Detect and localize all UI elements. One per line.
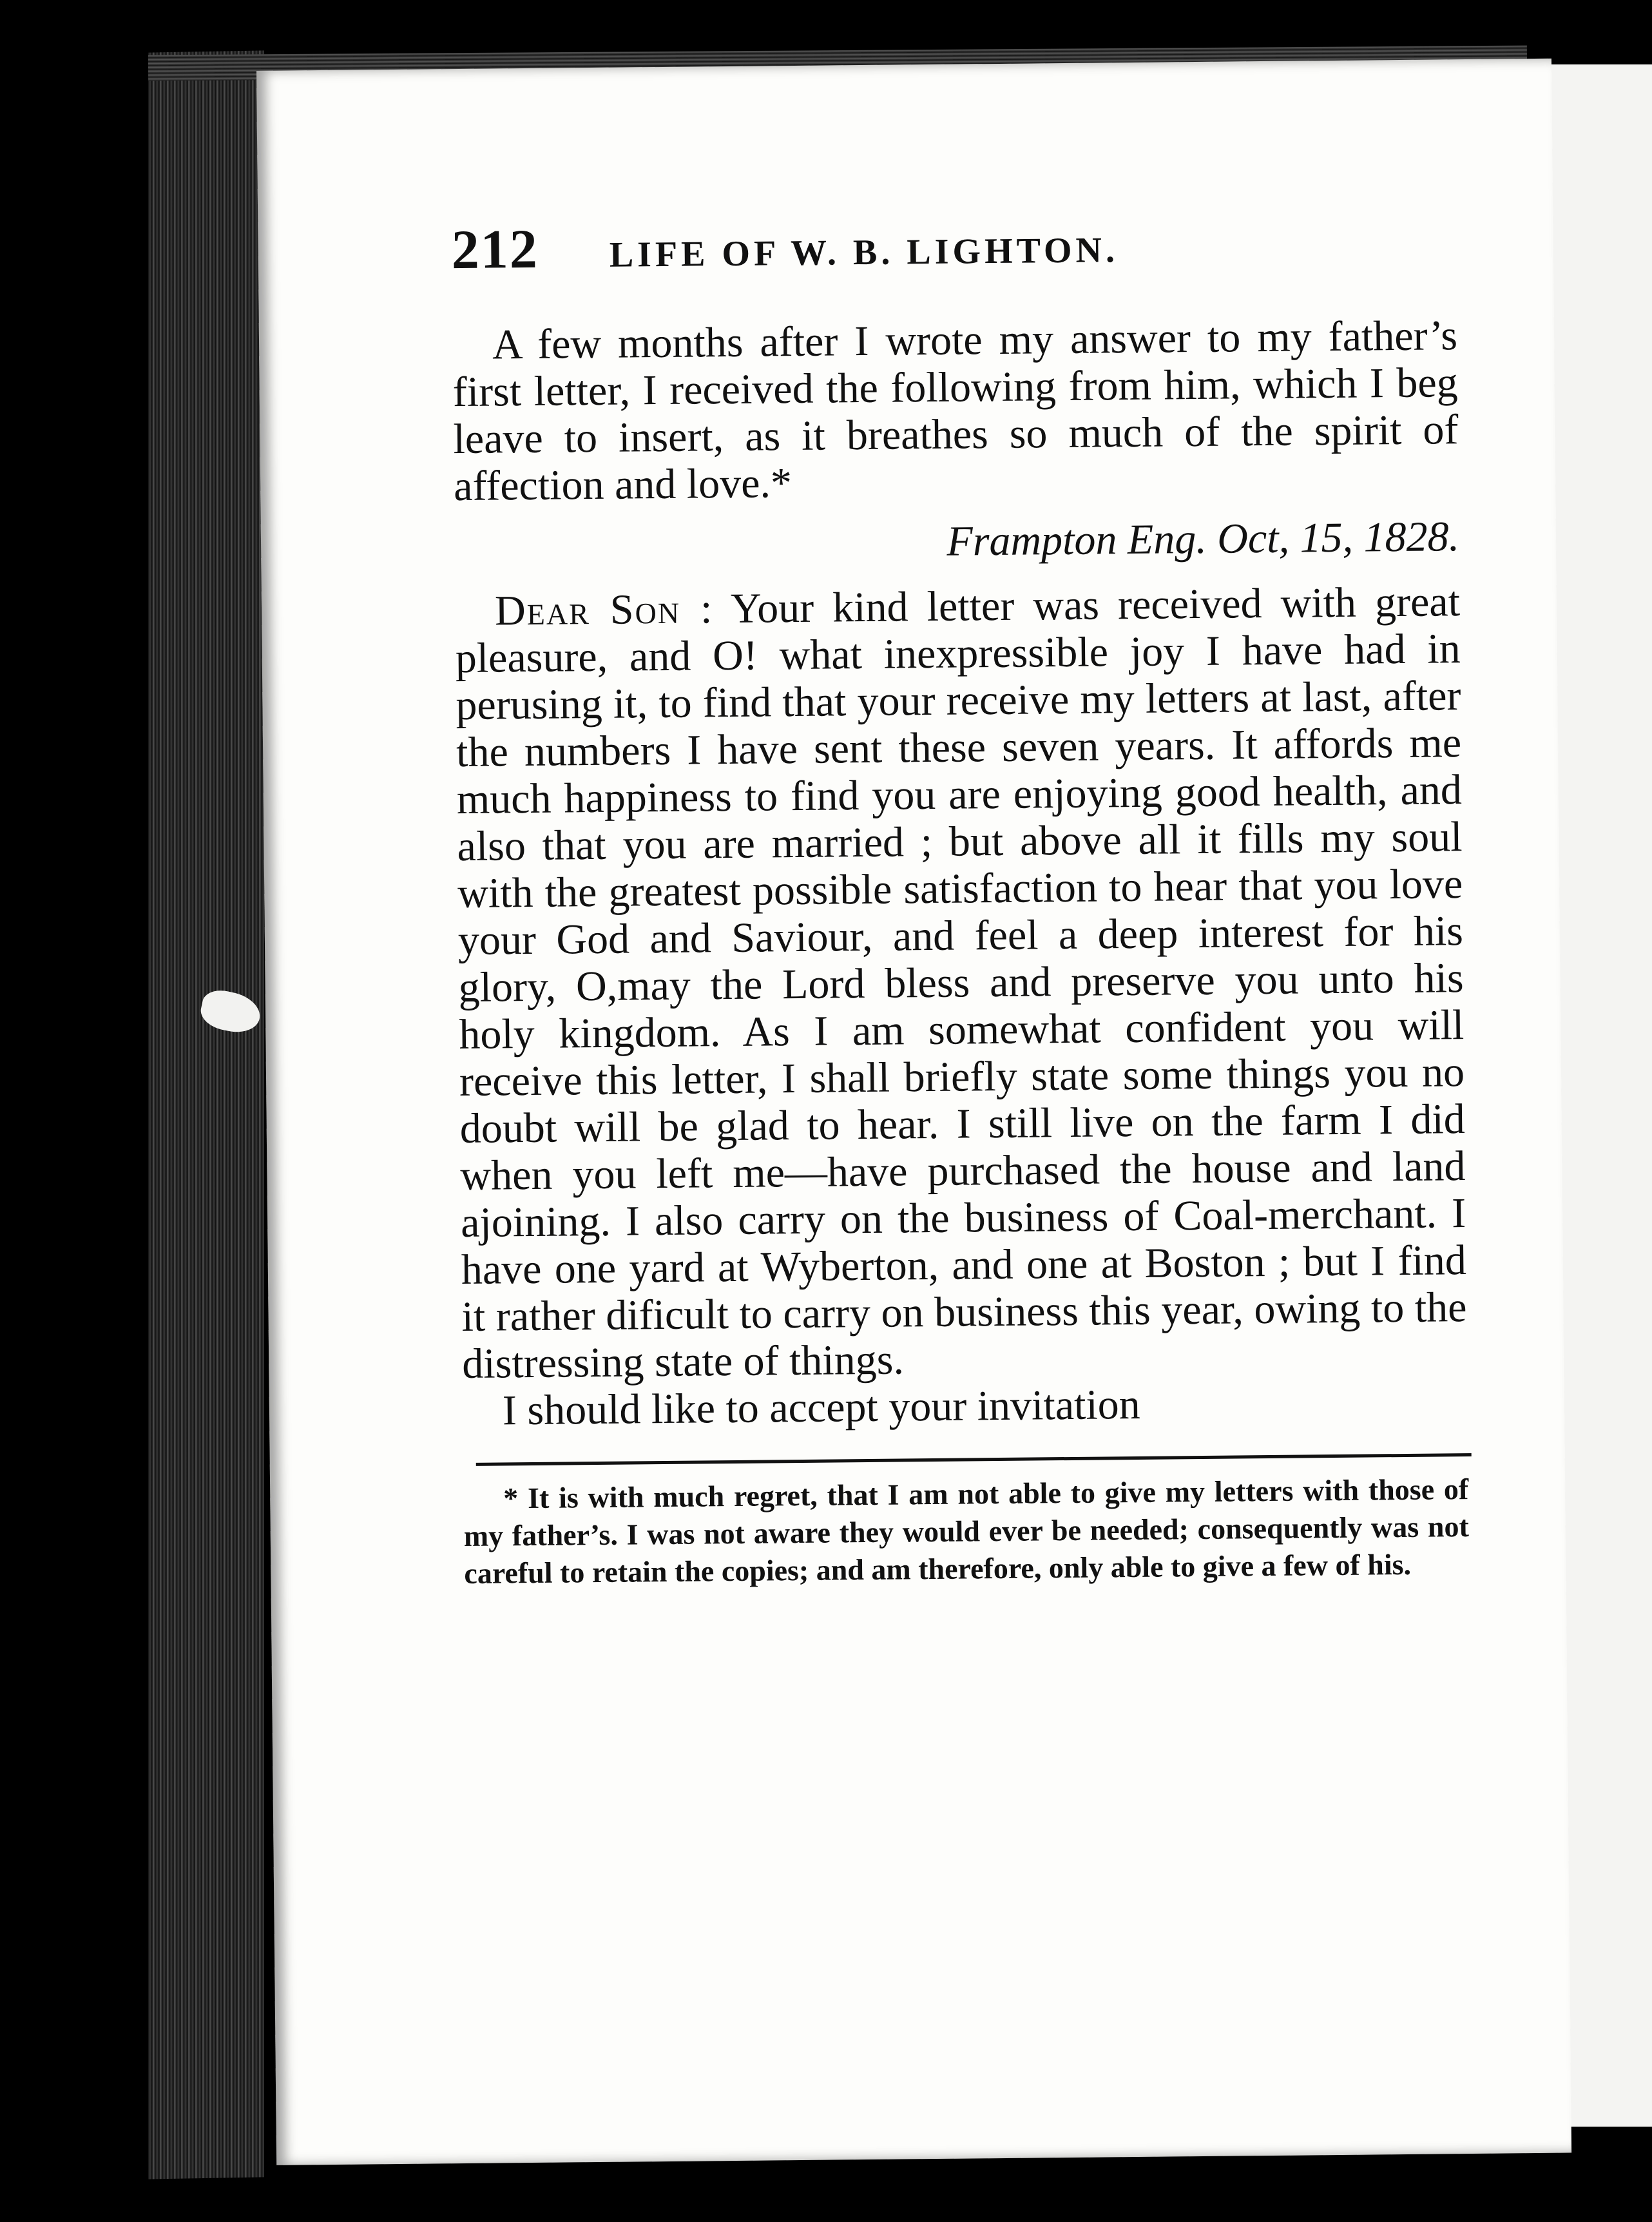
footnote-rule — [476, 1453, 1472, 1466]
page-number: 212 — [451, 217, 539, 281]
letter-body: Your kind letter was received with great pleasure, and O! what inexpressible joy I have had in perusing it, to find that your receive my letters at last, after the numbers I have sent these seven years. It affords me much happiness to find you are enjoying good health, and also that you are married ; but above all it fills my soul with the greatest possible satisfaction to hear that you love your God and Saviour, and feel a deep interest for his glory, O,may the Lord bless and preserve you unto his holy kingdom. As I am somewhat confident you will receive this letter, I shall briefly state some things you no doubt will be glad to hear. I still live on the farm I did when you left me—have purchased the house and land ajoining. I also carry on the business of Coal-merchant. I have one yard at Wyberton, and one at Boston ; but I find it rather dificult to carry on business this year, owing to the distressing state of things. — [455, 578, 1467, 1388]
letter-paragraph — [455, 578, 1468, 1387]
intro-paragraph: A few months after I wrote my answer to my father’s first letter, I received the following from him, which I beg leave to insert, as it breathes so much of the spirit of affection and love.* — [452, 312, 1459, 510]
letter-salutation: Dear Son : — [494, 585, 714, 635]
page-header — [451, 208, 1457, 282]
running-head: LIFE OF W. B. LIGHTON. — [609, 230, 1119, 275]
letter-dateline: Frampton Eng. Oct, 15, 1828. — [946, 513, 1460, 565]
continuation-line: I should like to accept your invitation — [502, 1380, 1141, 1435]
page-content — [451, 208, 1470, 1622]
page-edges — [148, 50, 264, 2179]
book-page — [256, 59, 1571, 2165]
footnote: * It is with much regret, that I am not able to give my letters with those of my father’s. I was not aware they would ever be needed; consequently was not careful to retain the copies; and am therefore, only able to give a few of his. — [463, 1473, 1470, 1590]
